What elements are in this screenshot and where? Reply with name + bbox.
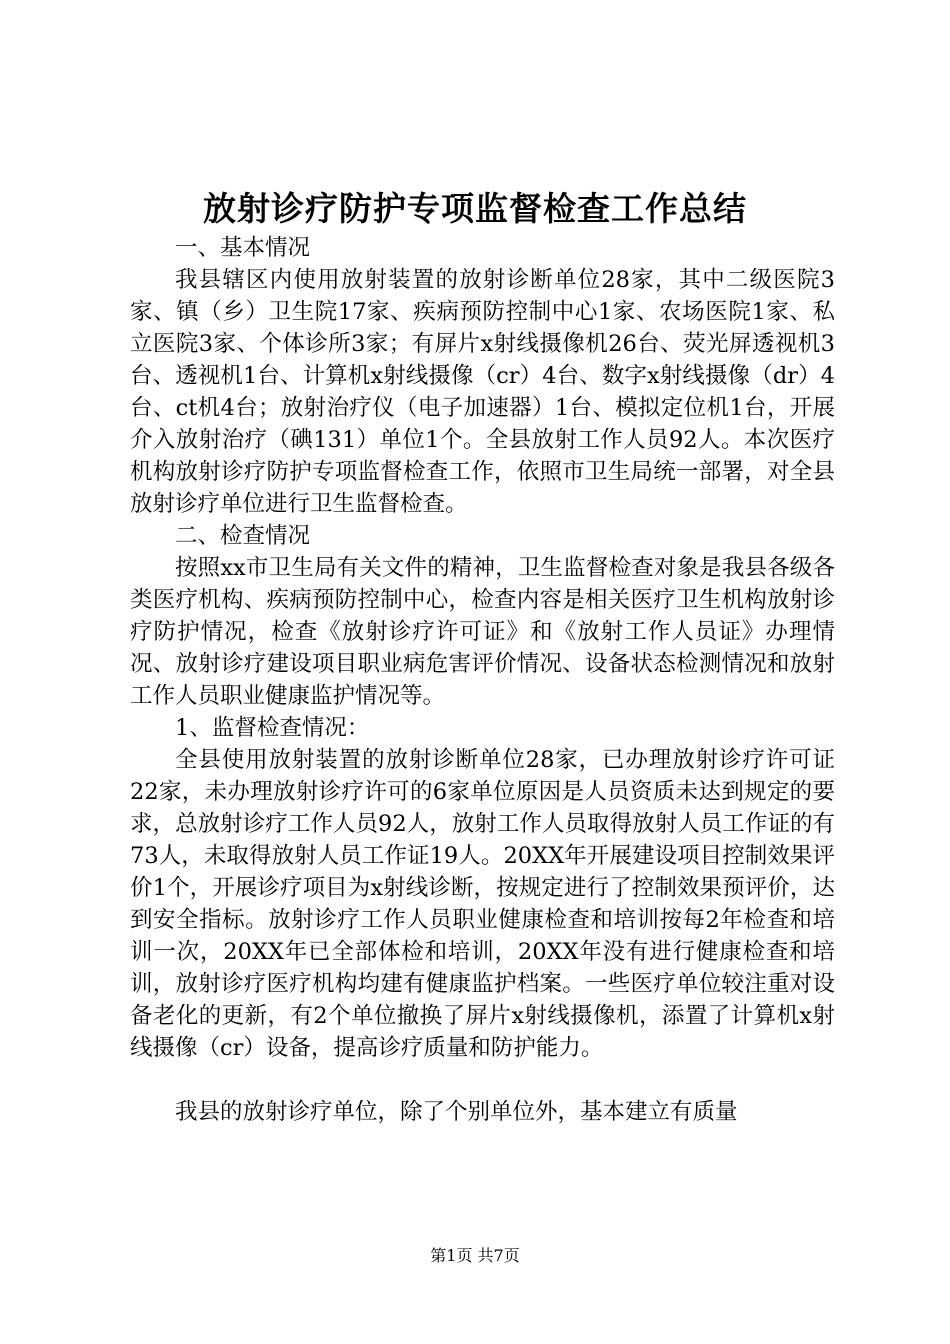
section-heading-inspection: 二、检查情况 bbox=[175, 523, 311, 549]
paragraph-supervision: 全县使用放射装置的放射诊断单位28家，已办理放射诊疗许可证22家，未办理放射诊疗许可的6家单位原因是人员资质未达到规定的要求，总放射诊疗工作人员92人，放射工作人员取得放射人员工作证的有73人，未取得放射人员工作证19人。20XX年开展建设项目控制效果评价1个，开展诊疗项目为x射线诊断，按规定进行了控制效果预评价，达到安全指标。放射诊疗工作人员职业健康检查和培训按每2年检查和培训一次，20XX年已全部体检和培训，20XX年没有进行健康检查和培训，放射诊疗医疗机构均建有健康监护档案。一些医疗单位较注重对设备老化的更新，有2个单位撤换了屏片x射线摄像机，添置了计算机x射线摄像（cr）设备，提高诊疗质量和防护能力。 bbox=[130, 747, 835, 1061]
document-title: 放射诊疗防护专项监督检查工作总结 bbox=[203, 189, 747, 228]
document-body bbox=[130, 232, 835, 1128]
page-footer: 第1页 共7页 bbox=[430, 1246, 520, 1265]
paragraph-basic-info: 我县辖区内使用放射装置的放射诊断单位28家，其中二级医院3家、镇（乡）卫生院17家、疾病预防控制中心1家、农场医院1家、私立医院3家、个体诊所3家；有屏片x射线摄像机26台、荧光屏透视机3台、透视机1台、计算机x射线摄像（cr）4台、数字x射线摄像（dr）4台、ct机4台；放射治疗仪（电子加速器）1台、模拟定位机1台，开展介入放射治疗（碘131）单位1个。全县放射工作人员92人。本次医疗机构放射诊疗防护专项监督检查工作，依照市卫生局统一部署，对全县放射诊疗单位进行卫生监督检查。 bbox=[130, 267, 835, 517]
section-heading-basic-info: 一、基本情况 bbox=[175, 235, 311, 261]
paragraph-quality: 我县的放射诊疗单位，除了个别单位外，基本建立有质量 bbox=[175, 1099, 738, 1125]
paragraph-inspection: 按照xx市卫生局有关文件的精神，卫生监督检查对象是我县各级各类医疗机构、疾病预防控制中心，检查内容是相关医疗卫生机构放射诊疗防护情况，检查《放射诊疗许可证》和《放射工作人员证》办理情况、放射诊疗建设项目职业病危害评价情况、设备状态检测情况和放射工作人员职业健康监护情况等。 bbox=[130, 555, 835, 709]
subsection-heading-supervision: 1、监督检查情况： bbox=[175, 715, 370, 741]
